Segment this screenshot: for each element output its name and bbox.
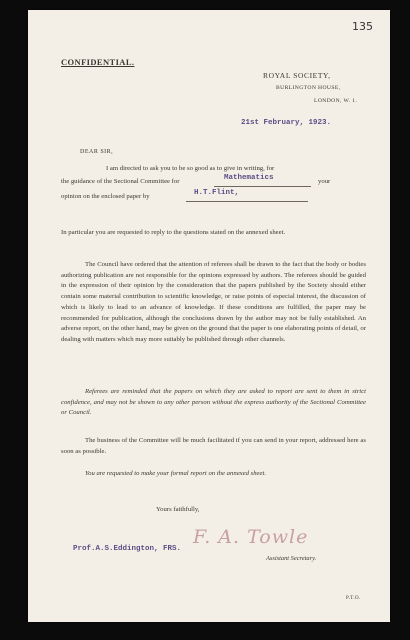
closing: Yours faithfully,: [156, 506, 200, 513]
paragraph-business: The business of the Committee will be much facilitated if you can send in your report, addressed here as soon as possible.: [61, 437, 366, 455]
letter-line-2-prefix: the guidance of the Sectional Committee for: [61, 178, 180, 185]
letter-sheet: [28, 10, 390, 622]
letter-line-3-prefix: opinion on the enclosed paper by: [61, 193, 150, 200]
committee-name: Mathematics: [224, 174, 274, 182]
pto-mark: P.T.O.: [346, 596, 361, 601]
letter-line-2-suffix: your: [318, 178, 331, 185]
salutation: DEAR SIR,: [80, 149, 114, 155]
confidential-heading: CONFIDENTIAL.: [61, 57, 135, 67]
paragraph-council: The Council have ordered that the attention of referees shall be drawn to the fact that the body or bodies authorizing publication are not responsible for the opinions expressed by authors. The referees should be guided in the expression of their opinion by the consideration that the papers published by the Society should either contain some material contribution to scientific knowledge, or raise points of especial interest, the discussion of which is likely to lead to an advance of knowledge. If these conditions are fulfilled, the paper may be recommended for publication, although the conclusions drawn by the author may not be fully established. An adverse report, on the other hand, may be given on the ground that the paper is one elaborating points of detail, or dealing with matters which may more suitably be published through other channels.: [61, 261, 366, 343]
page-number: 135: [352, 20, 373, 33]
address-line-1: BURLINGTON HOUSE,: [276, 85, 341, 91]
signatory-title: Assistant Secretary.: [266, 555, 317, 562]
paragraph-confidence: Referees are reminded that the papers on which they are asked to report are sent to them in strict confidence, and may not be shown to any other person without the express authority of the Sectional Committee or Council.: [61, 388, 366, 417]
letter-line-1: I am directed to ask you to be so good as to give in writing, for: [106, 165, 275, 172]
paragraph-formal-report: You are requested to make your formal report on the annexed sheet.: [85, 470, 267, 477]
handwritten-signature: F. A. Towle: [193, 526, 309, 548]
paper-author: H.T.Flint,: [194, 189, 240, 197]
letter-date: 21st February, 1923.: [241, 119, 332, 127]
organization-name: ROYAL SOCIETY,: [263, 71, 331, 80]
addressee: Prof.A.S.Eddington, FRS.: [73, 545, 182, 553]
address-line-2: LONDON, W. 1.: [314, 98, 358, 104]
paragraph-questions: In particular you are requested to reply to the questions stated on the annexed sheet.: [61, 229, 286, 236]
